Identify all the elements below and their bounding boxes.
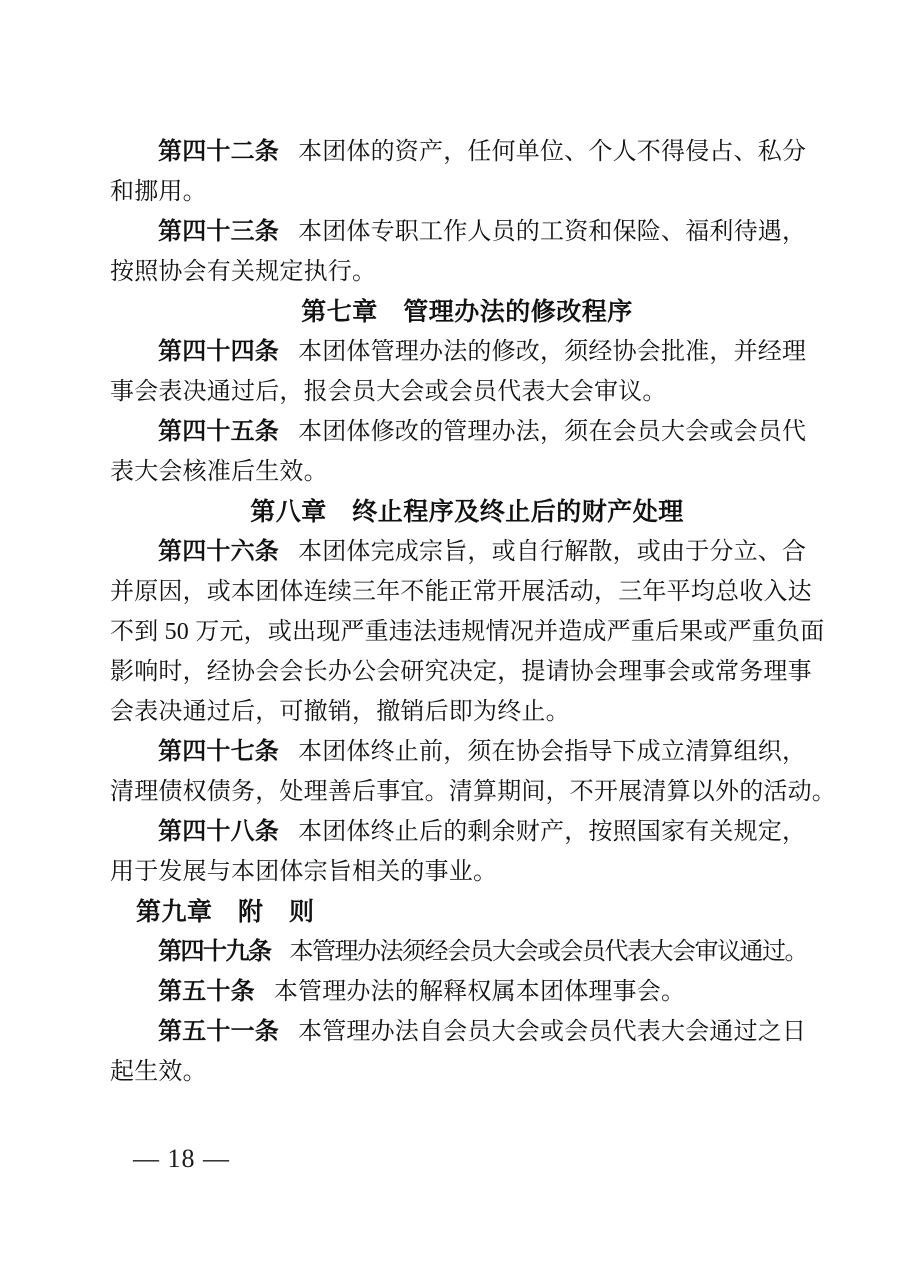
page-footer — [133, 1144, 230, 1174]
article-number: 第五十一条 — [158, 1019, 279, 1045]
body-line: 和挪用。 — [110, 179, 207, 205]
body-line: 用于发展与本团体宗旨相关的事业。 — [110, 859, 498, 885]
article-text: 本团体完成宗旨，或自行解散，或由于分立、合 — [298, 539, 807, 565]
article-number: 第五十条 — [158, 979, 255, 1005]
article-text: 本团体专职工作人员的工资和保险、福利待遇， — [298, 219, 807, 245]
chapter-heading: 第七章 管理办法的修改程序 — [301, 298, 633, 326]
page-number: — 18 — — [133, 1144, 230, 1173]
article-text: 本管理办法的解释权属本团体理事会。 — [273, 979, 686, 1005]
body-line: 会表决通过后，可撤销，撤销后即为终止。 — [110, 699, 570, 725]
article-line — [110, 972, 824, 1012]
article-text: 本团体终止后的剩余财产，按照国家有关规定， — [298, 819, 807, 845]
article-text: 本团体的资产，任何单位、个人不得侵占、私分 — [298, 139, 807, 165]
article-line — [110, 1012, 824, 1052]
document-body — [110, 132, 836, 1092]
article-line — [110, 412, 824, 452]
article-line — [110, 812, 824, 852]
article-line — [110, 132, 824, 172]
article-number: 第四十四条 — [158, 339, 279, 365]
body-line: 清理债权债务，处理善后事宜。清算期间，不开展清算以外的活动。 — [110, 779, 836, 805]
body-line: 影响时，经协会会长办公会研究决定，提请协会理事会或常务理事 — [110, 659, 812, 685]
article-number: 第四十五条 — [158, 419, 279, 445]
article-text: 本团体终止前，须在协会指导下成立清算组织， — [298, 739, 807, 765]
body-line: 不到 50 万元，或出现严重违法违规情况并造成严重后果或严重负面 — [110, 619, 825, 645]
article-number: 第四十二条 — [158, 139, 279, 165]
body-line: 按照协会有关规定执行。 — [110, 259, 377, 285]
article-line — [110, 212, 824, 252]
chapter-heading: 第八章 终止程序及终止后的财产处理 — [250, 498, 684, 526]
article-text: 本管理办法须经会员大会或会员代表大会审议通过。 — [289, 939, 807, 965]
article-number: 第四十八条 — [158, 819, 279, 845]
body-line: 事会表决通过后，报会员大会或会员代表大会审议。 — [110, 379, 667, 405]
article-line — [110, 932, 824, 972]
article-line — [110, 732, 824, 772]
body-line: 起生效。 — [110, 1059, 207, 1085]
body-line: 并原因，或本团体连续三年不能正常开展活动，三年平均总收入达 — [110, 579, 812, 605]
article-line — [110, 332, 824, 372]
article-number: 第四十七条 — [158, 739, 279, 765]
article-text: 本团体修改的管理办法，须在会员大会或会员代 — [298, 419, 807, 445]
article-text: 本管理办法自会员大会或会员代表大会通过之日 — [298, 1019, 807, 1045]
article-number: 第四十九条 — [158, 939, 271, 965]
article-number: 第四十六条 — [158, 539, 279, 565]
article-line — [110, 532, 824, 572]
section-heading: 第九章 附 则 — [136, 898, 315, 926]
article-number: 第四十三条 — [158, 219, 279, 245]
body-line: 表大会核准后生效。 — [110, 459, 328, 485]
article-text: 本团体管理办法的修改，须经协会批准，并经理 — [298, 339, 807, 365]
